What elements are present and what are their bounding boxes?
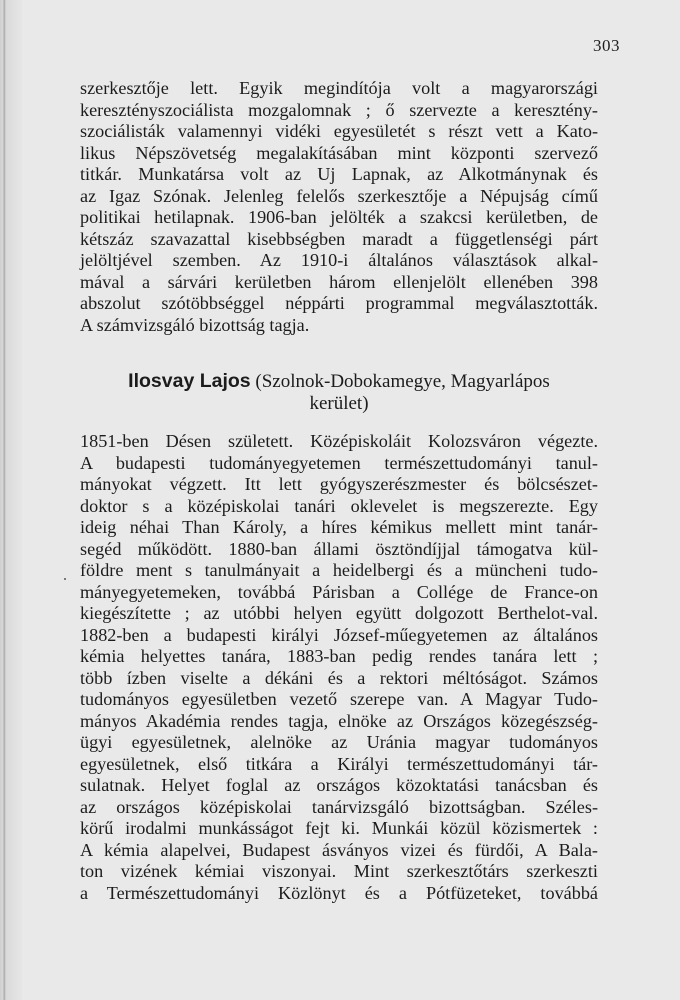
text-column	[80, 78, 598, 904]
text-line: mányokat végzett. Itt lett gyógyszerészmester és bölcsészet-	[80, 474, 598, 494]
text-line: az Igaz Szónak. Jelenleg felelős szerkesztője a Népujság című	[80, 185, 598, 206]
scan-speck	[64, 578, 66, 580]
text-line: szociálisták valamennyi vidéki egyesületét s részt vett a Kato-	[80, 121, 598, 141]
text-line: politikai hetilapnak. 1906-ban jelölték a szakcsi kerületben, de	[80, 207, 598, 227]
entry-district: (Szolnok-Dobokamegye, Magyarlápos	[255, 371, 550, 392]
text-line: kémia helyettes tanára, 1883-ban pedig rendes tanára lett ;	[80, 646, 598, 666]
text-line: földre ment s tanulmányait a heidelbergi és a müncheni tudo-	[80, 560, 598, 580]
text-line: kétszáz szavazattal kisebbségben maradt a függetlenségi párt	[80, 228, 598, 249]
text-line: több ízben viselte a dékáni és a rektori méltóságot. Számos	[80, 667, 598, 688]
paragraph-continued	[80, 78, 598, 336]
text-line: ideig néhai Than Károly, a híres kémikus mellett mint tanár-	[80, 517, 598, 537]
text-line: egyesületnek, első titkára a Királyi természettudományi tár-	[80, 753, 598, 774]
text-line: segéd működött. 1880-ban állami ösztöndíjjal támogatva kül-	[80, 538, 598, 559]
entry-district-continued: kerület)	[309, 393, 369, 414]
text-line: abszolut szótöbbséggel néppárti programmal megválasztották.	[80, 293, 598, 313]
text-line: mányegyetemeken, továbbá Párisban a Collége de France-on	[80, 581, 598, 602]
text-line: A kémia alapelvei, Budapest ásványos vizei és fürdői, A Bala-	[80, 839, 598, 860]
text-line: keresztényszociálista mozgalomnak ; ő szervezte a keresztény-	[80, 99, 598, 120]
text-line: az országos középiskolai tanárvizsgáló bizottságban. Széles-	[80, 796, 598, 817]
text-line: ügyi egyesületnek, alelnöke az Uránia magyar tudományos	[80, 732, 598, 752]
text-line: sulatnak. Helyet foglal az országos közoktatási tanácsban és	[80, 775, 598, 795]
text-line: 1851-ben Désen született. Középiskoláit Kolozsváron végezte.	[80, 431, 598, 451]
text-line: doktor s a középiskolai tanári oklevelet is megszerezte. Egy	[80, 495, 598, 516]
text-line: 1882-ben a budapesti királyi József-műegyetemen az általános	[80, 624, 598, 645]
text-line: kiegészítette ; az utóbbi helyen együtt dolgozott Berthelot-val.	[80, 603, 598, 623]
text-line: mányos Akadémia rendes tagja, elnöke az Országos közegészség-	[80, 710, 598, 731]
text-line: titkár. Munkatársa volt az Uj Lapnak, az Alkotmánynak és	[80, 164, 598, 184]
text-line: mával a sárvári kerületben három ellenjelölt ellenében 398	[80, 271, 598, 292]
text-line: tudományos egyesületben vezető szerepe van. A Magyar Tudo-	[80, 689, 598, 709]
page-binding-edge	[0, 0, 22, 1000]
entry-heading	[80, 370, 598, 393]
text-line: A számvizsgáló bizottság tagja.	[80, 314, 310, 335]
text-line: ton vizének kémiai viszonyai. Mint szerkesztőtárs szerkeszti	[80, 861, 598, 881]
text-line: körű irodalmi munkásságot fejt ki. Munkái közül közismertek :	[80, 818, 598, 838]
entry-name: Ilosvay Lajos	[128, 370, 251, 392]
text-line: A budapesti tudományegyetemen természettudományi tanul-	[80, 452, 598, 473]
text-line: a Természettudományi Közlönyt és a Pótfüzeteket, továbbá	[80, 882, 598, 903]
text-line: jelöltjével szemben. Az 1910-i általános választások alkal-	[80, 250, 598, 270]
entry-biography	[80, 431, 598, 904]
text-line: likus Népszövetség megalakításában mint központi szervező	[80, 142, 598, 163]
page-number: 303	[593, 36, 620, 55]
text-line: szerkesztője lett. Egyik megindítója volt a magyarországi	[80, 78, 598, 98]
